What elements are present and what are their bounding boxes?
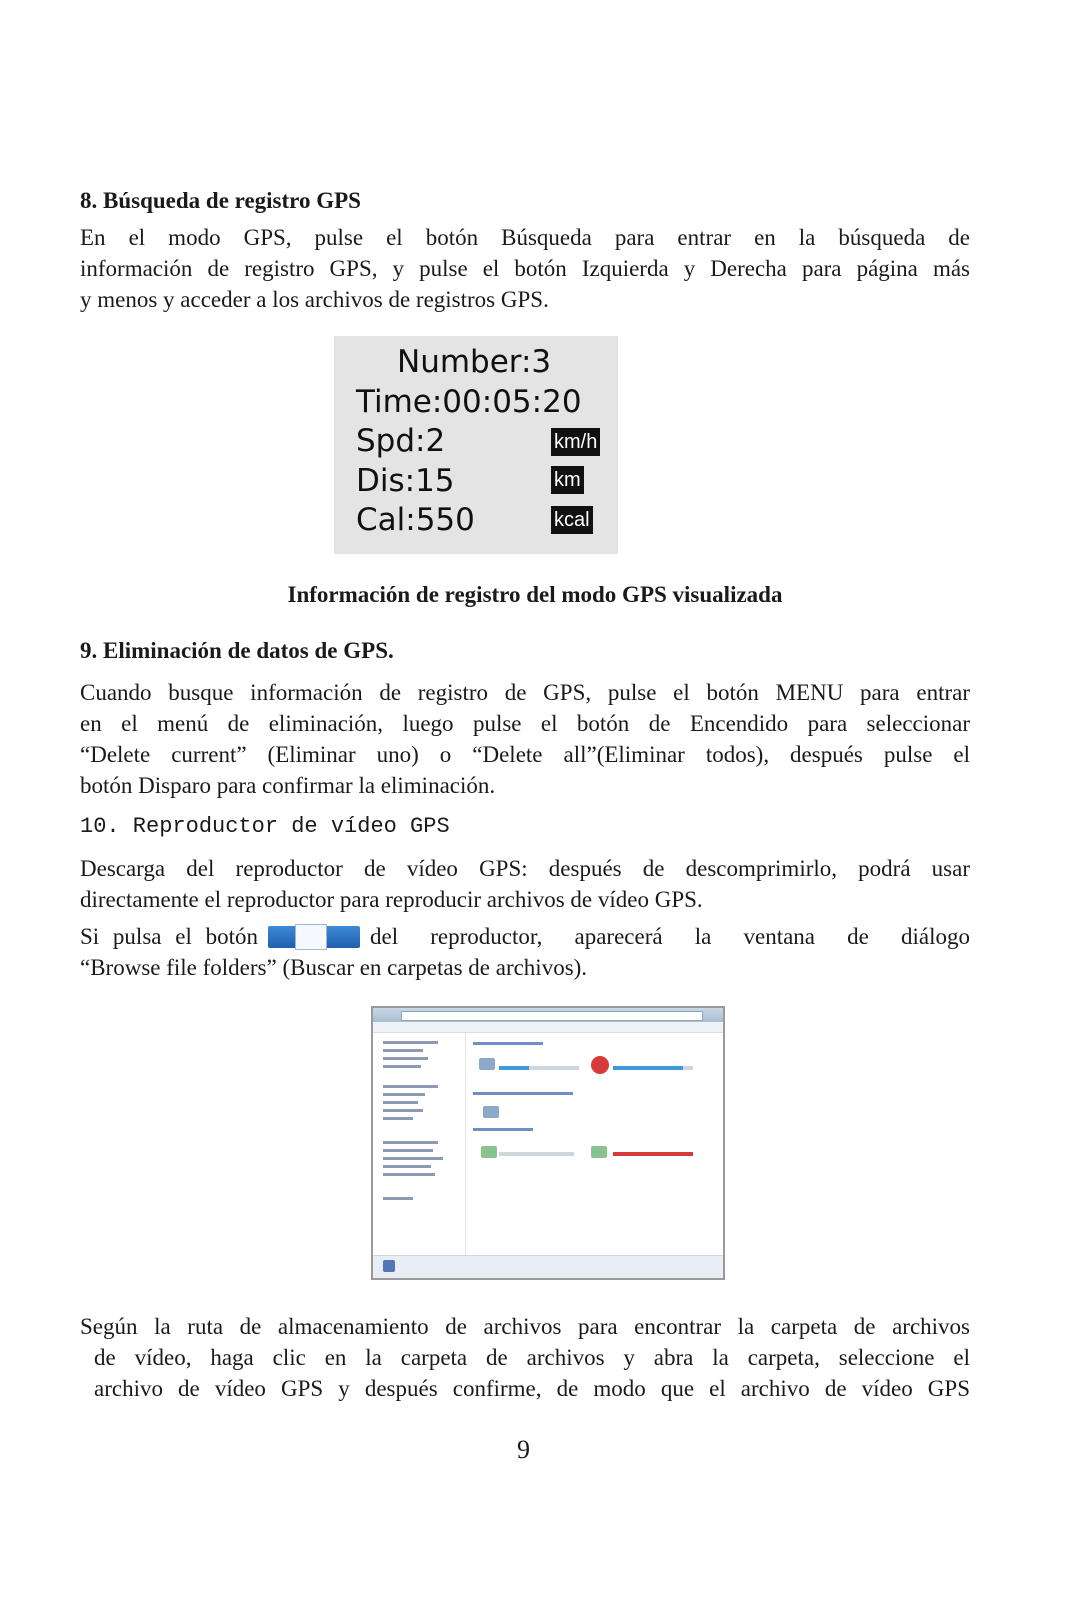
gps-speed: Spd:2 xyxy=(356,423,446,459)
status-bar xyxy=(373,1255,723,1278)
gps-calories: Cal:550 xyxy=(356,502,475,538)
button-line-before: Si pulsa el botón xyxy=(80,924,258,949)
paragraph-line: archivo de vídeo GPS y después confirme, de modo que el archivo de vídeo GPS xyxy=(94,1376,970,1401)
gps-distance: Dis:15 xyxy=(356,463,455,499)
distance-unit-badge: km xyxy=(551,466,584,494)
window-toolbar xyxy=(373,1022,723,1033)
section-9-body xyxy=(80,677,970,801)
browse-file-folders-screenshot xyxy=(371,1006,725,1280)
section-10-body xyxy=(80,853,970,915)
button-line-after: del reproductor, aparecerá la ventana de diálogo xyxy=(369,924,970,949)
drive-icon xyxy=(479,1058,495,1070)
gps-number: Number:3 xyxy=(397,344,552,380)
section-8 xyxy=(80,186,970,216)
paragraph-line: directamente el reproductor para reproducir archivos de vídeo GPS. xyxy=(80,887,703,912)
paragraph-line: “Browse file folders” (Buscar en carpetas de archivos). xyxy=(80,955,588,980)
closing-paragraph xyxy=(80,1311,970,1404)
paragraph-line: En el modo GPS, pulse el botón Búsqueda para entrar en la búsqueda de xyxy=(80,225,970,250)
paragraph-line: y menos y acceder a los archivos de registros GPS. xyxy=(80,287,549,312)
paragraph-line: Descarga del reproductor de vídeo GPS: después de descomprimirlo, podrá usar xyxy=(80,856,970,881)
section-10 xyxy=(80,812,970,842)
paragraph-line: en el menú de eliminación, luego pulse el botón de Encendido para seleccionar xyxy=(80,711,970,736)
paragraph-line: botón Disparo para confirmar la eliminación. xyxy=(80,773,496,798)
page-number: 9 xyxy=(517,1435,530,1464)
gps-time: Time:00:05:20 xyxy=(356,384,582,420)
browse-folder-button-icon xyxy=(268,926,360,948)
section-10-tail xyxy=(80,952,970,983)
address-bar xyxy=(401,1011,703,1021)
speed-unit-badge: km/h xyxy=(551,428,600,456)
section-8-body xyxy=(80,222,970,315)
paragraph-line: Cuando busque información de registro de GPS, pulse el botón MENU para entrar xyxy=(80,680,970,705)
section-10-heading: 10. Reproductor de vídeo GPS xyxy=(80,814,450,839)
network-drive-icon xyxy=(591,1146,607,1158)
paragraph-line: información de registro GPS, y pulse el botón Izquierda y Derecha para página más xyxy=(80,256,970,281)
paragraph-line: Según la ruta de almacenamiento de archivos para encontrar la carpeta de archivos xyxy=(80,1314,970,1339)
section-9 xyxy=(80,636,970,666)
device-icon xyxy=(483,1106,499,1118)
figure-caption: Información de registro del modo GPS visualizada xyxy=(287,582,783,607)
paragraph-line: “Delete current” (Eliminar uno) o “Delete all”(Eliminar todos), después pulse el xyxy=(80,742,970,767)
section-9-heading: 9. Eliminación de datos de GPS. xyxy=(80,638,394,663)
disc-drive-icon xyxy=(591,1056,609,1074)
navigation-pane xyxy=(373,1033,466,1258)
calories-unit-badge: kcal xyxy=(551,506,593,534)
paragraph-line: de vídeo, haga clic en la carpeta de archivos y abra la carpeta, seleccione el xyxy=(94,1345,970,1370)
gps-record-display-image xyxy=(334,336,618,554)
network-drive-icon xyxy=(481,1146,497,1158)
section-8-heading: 8. Búsqueda de registro GPS xyxy=(80,188,361,213)
window-titlebar xyxy=(373,1008,723,1022)
button-reference-line xyxy=(80,921,970,952)
